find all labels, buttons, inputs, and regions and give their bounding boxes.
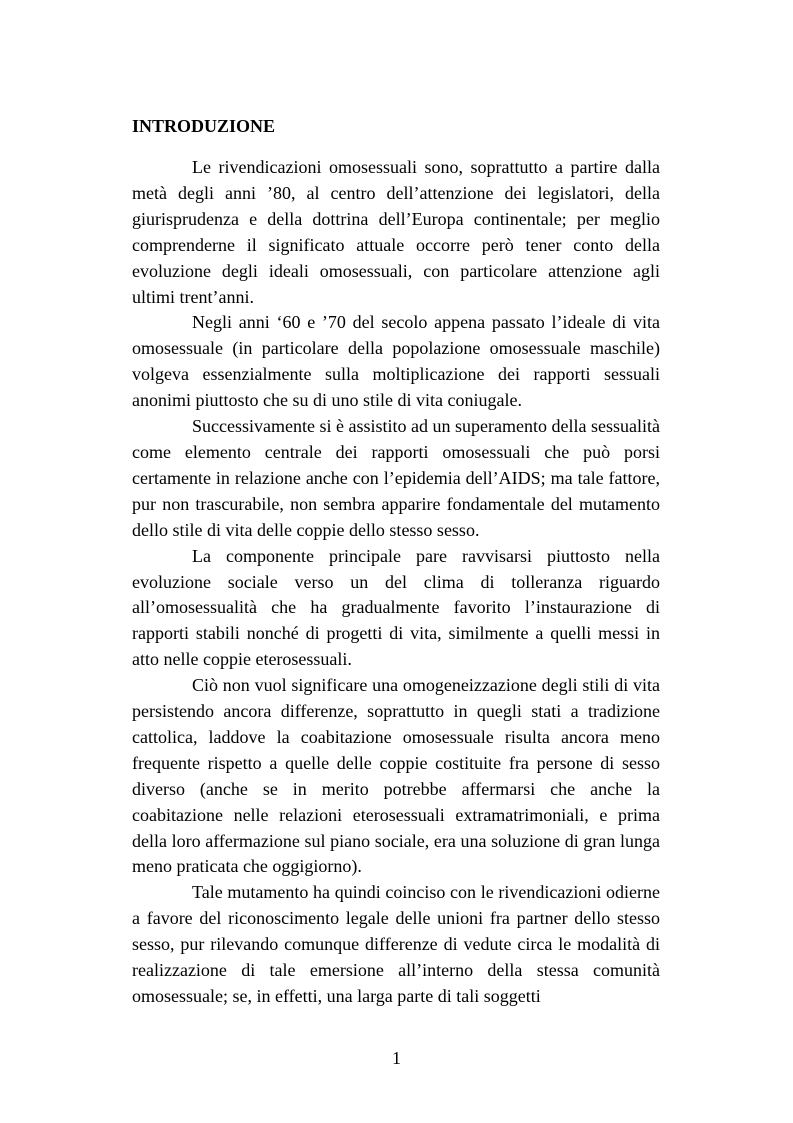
- paragraph: Tale mutamento ha quindi coinciso con le rivendicazioni odierne a favore del riconoscimento legale delle unioni fra partner dello stesso sesso, pur rilevando comunque differenze di vedute circa le modalità di realizzazione di tale emersione all’interno della stessa comunità omosessuale; se, in effetti, una larga parte di tali soggetti: [132, 882, 660, 1006]
- body-text: [132, 155, 660, 1010]
- paragraph: Successivamente si è assistito ad un superamento della sessualità come elemento centrale dei rapporti omosessuali che può porsi certamente in relazione anche con l’epidemia dell’AIDS; ma tale fattore, pur non trascurabile, non sembra apparire fondamentale del mutamento dello stile di vita delle coppie dello stesso sesso.: [132, 416, 660, 540]
- paragraph: Ciò non vuol significare una omogeneizzazione degli stili di vita persistendo ancora differenze, soprattutto in quegli stati a tradizione cattolica, laddove la coabitazione omosessuale risulta ancora meno frequente rispetto a quelle delle coppie costituite fra persone di sesso diverso (anche se in merito potrebbe affermarsi che anche la coabitazione nelle relazioni eterosessuali extramatrimoniali, e prima della loro affermazione sul piano sociale, era una soluzione di gran lunga meno praticata che oggigiorno).: [132, 675, 660, 877]
- paragraph: Le rivendicazioni omosessuali sono, soprattutto a partire dalla metà degli anni ’80, al centro dell’attenzione dei legislatori, della giurisprudenza e della dottrina dell’Europa continentale; per meglio comprenderne il significato attuale occorre però tener conto della evoluzione degli ideali omosessuali, con particolare attenzione agli ultimi trent’anni.: [132, 157, 660, 307]
- paragraph: Negli anni ‘60 e ’70 del secolo appena passato l’ideale di vita omosessuale (in particolare della popolazione omosessuale maschile) volgeva essenzialmente sulla moltiplicazione dei rapporti sessuali anonimi piuttosto che su di uno stile di vita coniugale.: [132, 312, 660, 411]
- section-heading: INTRODUZIONE: [132, 116, 276, 136]
- paragraph: La componente principale pare ravvisarsi piuttosto nella evoluzione sociale verso un del clima di tolleranza riguardo all’omosessualità che ha gradualmente favorito l’instaurazione di rapporti stabili nonché di progetti di vita, similmente a quelli messi in atto nelle coppie eterosessuali.: [132, 545, 660, 670]
- page-number: 1: [392, 1048, 401, 1068]
